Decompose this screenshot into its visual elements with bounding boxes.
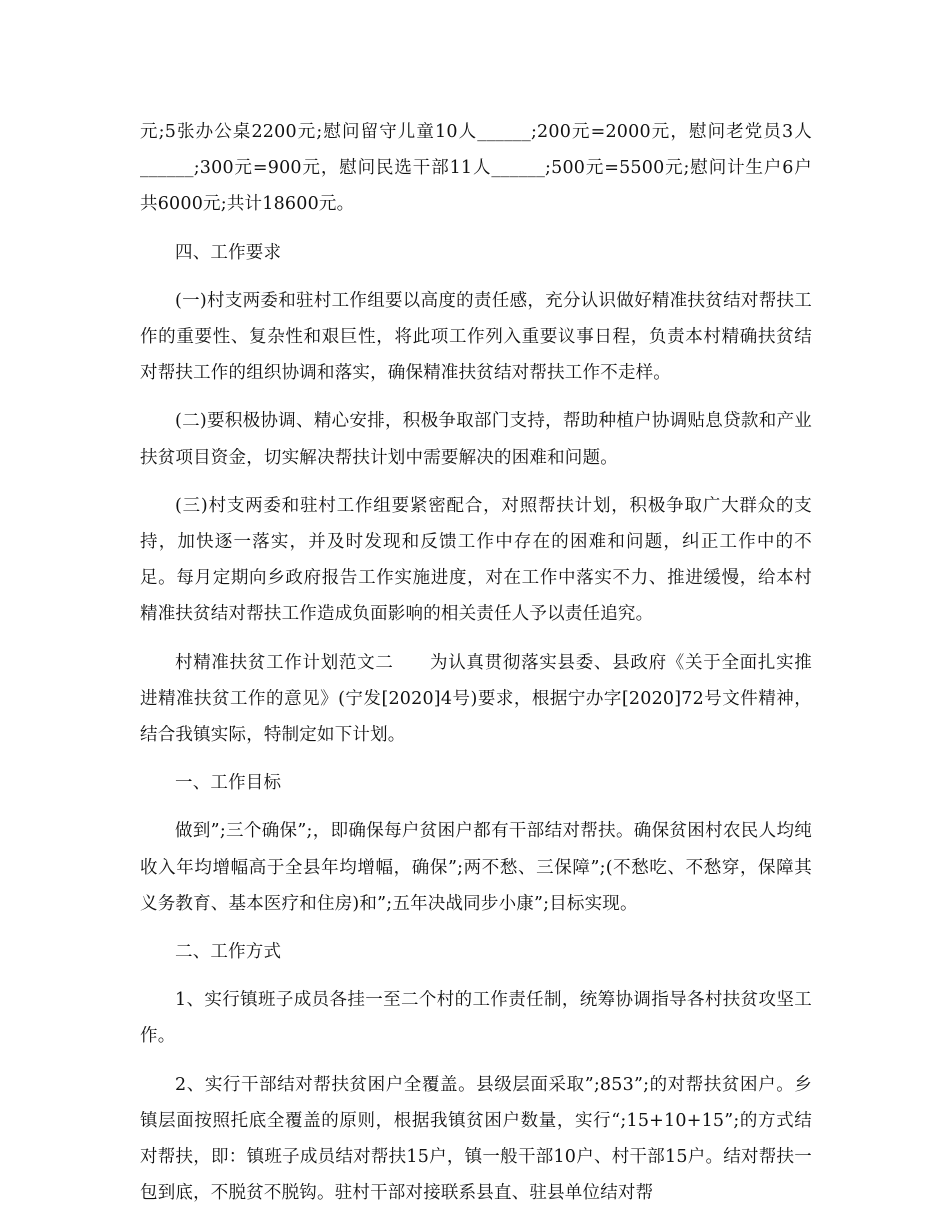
paragraph-method-1: 1、实行镇班子成员各挂一至二个村的工作责任制，统筹协调指导各村扶贫攻坚工作。 (140, 990, 812, 1047)
heading-work-requirements: 四、工作要求 (175, 242, 282, 263)
paragraph-funding-breakdown: 元;5张办公桌2200元;慰问留守儿童10人______;200元=2000元，慰问老党员3人______;300元=900元，慰问民选干部11人______;500元=5500元;慰问计生户6户共6000元;共计18600元。 (140, 122, 812, 215)
paragraph-work-goals: 做到”;三个确保”;，即确保每户贫困户都有干部结对帮扶。确保贫困村农民人均纯收入年均增幅高于全县年均增幅，确保”;两不愁、三保障”;(不愁吃、不愁穿，保障其义务教育、基本医疗和住房)和”;五年决战同步小康”;目标实现。 (140, 821, 812, 914)
paragraph-requirement-2: (二)要积极协调、精心安排，积极争取部门支持，帮助种植户协调贴息贷款和产业扶贫项目资金，切实解决帮扶计划中需要解决的困难和问题。 (140, 411, 812, 468)
paragraph-requirement-3: (三)村支两委和驻村工作组要紧密配合，对照帮扶计划，积极争取广大群众的支持，加快逐一落实，并及时发现和反馈工作中存在的困难和问题，纠正工作中的不足。每月定期向乡政府报告工作实施进度，对在工作中落实不力、推进缓慢，给本村精准扶贫结对帮扶工作造成负面影响的相关责任人予以责任追究。 (140, 495, 812, 625)
heading-work-methods: 二、工作方式 (175, 942, 282, 963)
paragraph-requirement-1: (一)村支两委和驻村工作组要以高度的责任感，充分认识做好精准扶贫结对帮扶工作的重要性、复杂性和艰巨性，将此项工作列入重要议事日程，负责本村精确扶贫结对帮扶工作的组织协调和落实，确保精准扶贫结对帮扶工作不走样。 (140, 290, 812, 384)
document-page (140, 114, 812, 1223)
heading-work-goals: 一、工作目标 (175, 773, 282, 794)
paragraph-sample-two-intro: 村精准扶贫工作计划范文二 为认真贯彻落实县委、县政府《关于全面扎实推进精准扶贫工作的意见》(宁发[2020]4号)要求，根据宁办字[2020]72号文件精神，结合我镇实际，特制定如下计划。 (140, 652, 812, 746)
paragraph-method-2: 2、实行干部结对帮扶贫困户全覆盖。县级层面采取”;853”;的对帮扶贫困户。乡镇层面按照托底全覆盖的原则，根据我镇贫困户数量，实行“;15+10+15”;的方式结对帮扶，即：镇班子成员结对帮扶15户，镇一般干部10户、村干部15户。结对帮扶一包到底，不脱贫不脱钩。驻村干部对接联系县直、驻县单位结对帮 (140, 1074, 812, 1204)
